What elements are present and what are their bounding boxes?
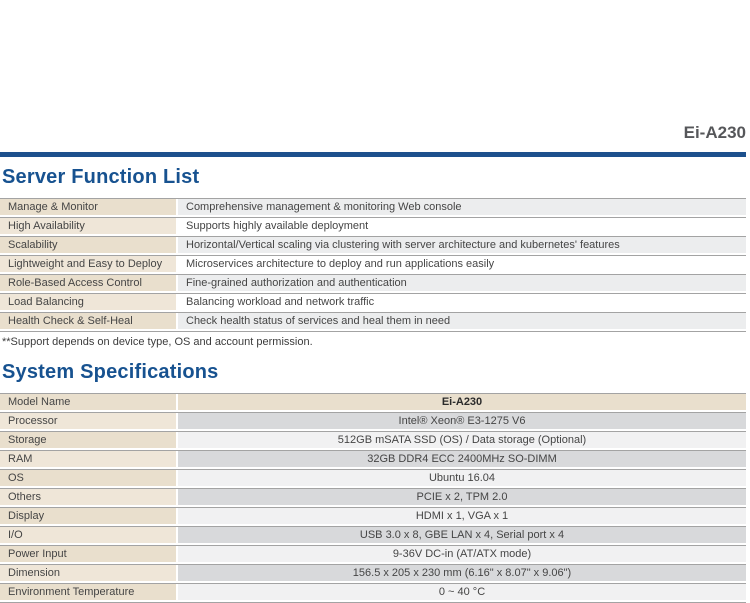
spec-value: Ubuntu 16.04 <box>178 470 746 486</box>
support-footnote: **Support depends on device type, OS and account permission. <box>2 336 313 348</box>
spec-value: HDMI x 1, VGA x 1 <box>178 508 746 524</box>
function-label: Lightweight and Easy to Deploy <box>0 256 178 272</box>
function-label: Role-Based Access Control <box>0 275 178 291</box>
function-value: Balancing workload and network traffic <box>178 294 746 310</box>
table-row <box>0 564 746 581</box>
function-value: Microservices architecture to deploy and run applications easily <box>178 256 746 272</box>
system-specifications-table <box>0 393 746 603</box>
spec-value: 9-36V DC-in (AT/ATX mode) <box>178 546 746 562</box>
product-code: Ei-A230 <box>683 123 746 143</box>
table-row <box>0 217 746 234</box>
table-row <box>0 583 746 600</box>
section-title-server-function-list: Server Function List <box>2 166 200 188</box>
spec-value: 0 ~ 40 °C <box>178 584 746 600</box>
table-row <box>0 274 746 291</box>
function-label: Load Balancing <box>0 294 178 310</box>
spec-value: 32GB DDR4 ECC 2400MHz SO-DIMM <box>178 451 746 467</box>
function-label: High Availability <box>0 218 178 234</box>
table-row <box>0 507 746 524</box>
spec-label: I/O <box>0 527 178 543</box>
function-label: Health Check & Self-Heal <box>0 313 178 329</box>
spec-label: RAM <box>0 451 178 467</box>
spec-value: PCIE x 2, TPM 2.0 <box>178 489 746 505</box>
spec-value: Intel® Xeon® E3-1275 V6 <box>178 413 746 429</box>
spec-label: Display <box>0 508 178 524</box>
spec-label: Power Input <box>0 546 178 562</box>
spec-value: 512GB mSATA SSD (OS) / Data storage (Optional) <box>178 432 746 448</box>
table-row <box>0 431 746 448</box>
table-row <box>0 312 746 329</box>
table-row <box>0 469 746 486</box>
table-row <box>0 412 746 429</box>
table-row <box>0 488 746 505</box>
spec-label: Dimension <box>0 565 178 581</box>
spec-label: OS <box>0 470 178 486</box>
function-label: Manage & Monitor <box>0 199 178 215</box>
table-row <box>0 393 746 410</box>
table-row <box>0 450 746 467</box>
header-divider <box>0 152 746 157</box>
spec-label: Environment Temperature <box>0 584 178 600</box>
table-row <box>0 293 746 310</box>
table-row <box>0 255 746 272</box>
spec-label: Processor <box>0 413 178 429</box>
spec-label: Storage <box>0 432 178 448</box>
function-value: Fine-grained authorization and authentication <box>178 275 746 291</box>
spec-value: 156.5 x 205 x 230 mm (6.16" x 8.07" x 9.06") <box>178 565 746 581</box>
spec-value: Ei-A230 <box>178 394 746 410</box>
table-row <box>0 545 746 562</box>
section-title-system-specifications: System Specifications <box>2 361 219 383</box>
table-row <box>0 236 746 253</box>
spec-value: USB 3.0 x 8, GBE LAN x 4, Serial port x 4 <box>178 527 746 543</box>
function-value: Comprehensive management & monitoring Web console <box>178 199 746 215</box>
spec-label: Others <box>0 489 178 505</box>
function-label: Scalability <box>0 237 178 253</box>
server-function-table <box>0 198 746 332</box>
function-value: Check health status of services and heal them in need <box>178 313 746 329</box>
table-row <box>0 526 746 543</box>
table-row <box>0 198 746 215</box>
page-header <box>0 0 746 143</box>
function-value: Supports highly available deployment <box>178 218 746 234</box>
spec-label: Model Name <box>0 394 178 410</box>
function-value: Horizontal/Vertical scaling via clustering with server architecture and kubernetes' features <box>178 237 746 253</box>
